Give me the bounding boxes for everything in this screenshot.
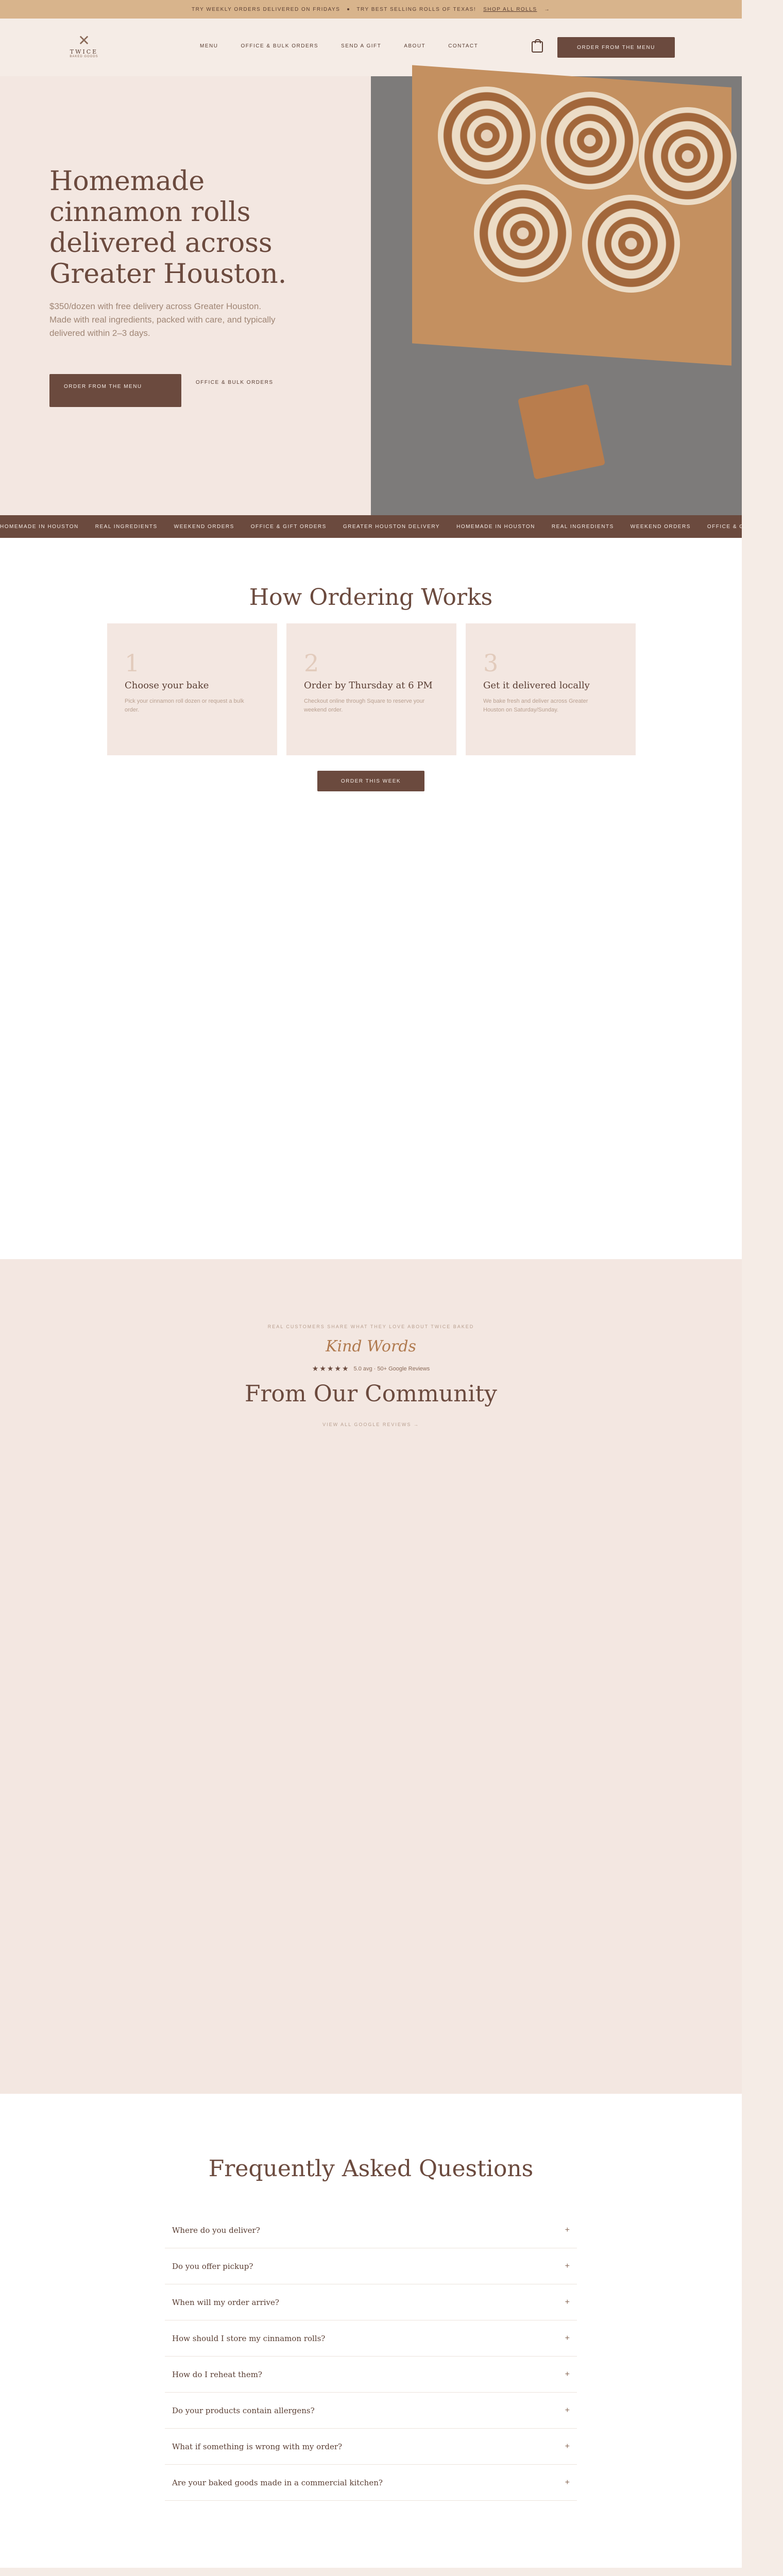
link-label: VIEW ALL GOOGLE REVIEWS xyxy=(322,1422,412,1427)
step-title: Get it delivered locally xyxy=(483,680,590,691)
arrow-right-icon: → xyxy=(413,1422,419,1427)
marquee-strip xyxy=(0,515,783,538)
faq-question: Do you offer pickup? xyxy=(172,2261,253,2271)
faq-item[interactable] xyxy=(165,2465,577,2501)
gift-tag xyxy=(518,384,605,480)
step-number: 1 xyxy=(125,649,140,677)
marquee-item: OFFICE & GIFT ORDERS xyxy=(707,523,783,530)
nav-item-menu[interactable]: MENU xyxy=(200,43,218,49)
faq-question: Are your baked goods made in a commercial kitchen? xyxy=(172,2478,383,2487)
marquee-item: OFFICE & GIFT ORDERS xyxy=(250,523,327,530)
faq-item[interactable] xyxy=(165,2212,577,2248)
step-description: We bake fresh and deliver across Greater Houston on Saturday/Sunday. xyxy=(483,698,588,713)
cinnamon-roll xyxy=(474,184,572,282)
site-header xyxy=(0,19,742,76)
hero-subtitle: $350/dozen with free delivery across Greater Houston. Made with real ingredients, packed with care, and typically delivered within 2–3 days. xyxy=(49,301,276,338)
marquee-item: HOMEMADE IN HOUSTON xyxy=(456,523,535,530)
arrow-right-icon: → xyxy=(544,6,551,12)
announcement-bar xyxy=(0,0,742,19)
plus-icon: + xyxy=(565,2297,570,2307)
section-title: From Our Community xyxy=(244,1381,498,1407)
plus-icon: + xyxy=(565,2442,570,2451)
how-ordering-works-section xyxy=(0,538,742,1259)
hero-text-panel xyxy=(0,76,371,515)
whisk-logo-icon: ✕ xyxy=(78,32,90,48)
announcement-text: TRY WEEKLY ORDERS DELIVERED ON FRIDAYS xyxy=(191,6,341,12)
faq-item[interactable] xyxy=(165,2429,577,2465)
marquee-item: REAL INGREDIENTS xyxy=(551,523,614,530)
cinnamon-roll xyxy=(541,92,639,190)
hero-order-button[interactable]: ORDER FROM THE MENU xyxy=(49,374,181,407)
view-all-reviews-link[interactable] xyxy=(0,1422,742,1427)
marquee-item: HOMEMADE IN HOUSTON xyxy=(0,523,79,530)
logo[interactable] xyxy=(66,33,102,63)
faq-question: How do I reheat them? xyxy=(172,2369,262,2379)
order-this-week-button[interactable]: ORDER THIS WEEK xyxy=(317,771,424,791)
quote-section xyxy=(0,2568,742,2576)
announcement-link[interactable]: SHOP ALL ROLLS xyxy=(483,6,537,12)
step-number: 2 xyxy=(304,649,319,677)
step-title: Choose your bake xyxy=(125,680,209,691)
nav-item-about[interactable]: ABOUT xyxy=(404,43,426,49)
reviews-eyebrow: REAL CUSTOMERS SHARE WHAT THEY LOVE ABOUT TWICE BAKED xyxy=(267,1324,474,1329)
faq-question: Where do you deliver? xyxy=(172,2225,260,2235)
star-rating-icon: ★★★★★ xyxy=(312,1364,350,1372)
cinnamon-roll xyxy=(438,87,536,184)
rating-summary xyxy=(0,1364,742,1373)
nav-item-office-bulk[interactable]: OFFICE & BULK ORDERS xyxy=(241,43,319,49)
plus-icon: + xyxy=(565,2225,570,2234)
rating-text: 5.0 avg · 50+ Google Reviews xyxy=(353,1365,430,1372)
nav-item-send-gift[interactable]: SEND A GIFT xyxy=(341,43,382,49)
faq-question: What if something is wrong with my order? xyxy=(172,2442,343,2451)
section-title: Frequently Asked Questions xyxy=(208,2156,534,2182)
step-description: Checkout online through Square to reserve your weekend order. xyxy=(304,698,425,713)
nav-item-contact[interactable]: CONTACT xyxy=(448,43,479,49)
step-card xyxy=(466,623,636,755)
plus-icon: + xyxy=(565,2405,570,2415)
logo-subtitle: BAKED GOODS xyxy=(70,55,98,58)
main-nav xyxy=(200,43,478,49)
faq-item[interactable] xyxy=(165,2393,577,2429)
step-card xyxy=(107,623,277,755)
marquee-item: GREATER HOUSTON DELIVERY xyxy=(343,523,440,530)
logo-wordmark: TWICE xyxy=(70,48,98,55)
faq-question: When will my order arrive? xyxy=(172,2297,279,2307)
hero-title: Homemade cinnamon rolls delivered across Greater Houston. xyxy=(49,166,287,290)
marquee-item: WEEKEND ORDERS xyxy=(174,523,234,530)
reviews-script-heading: Kind Words xyxy=(326,1337,416,1355)
order-menu-button[interactable]: ORDER FROM THE MENU xyxy=(557,37,675,58)
faq-item[interactable] xyxy=(165,2357,577,2393)
faq-item[interactable] xyxy=(165,2284,577,2320)
marquee-item: REAL INGREDIENTS xyxy=(95,523,158,530)
cinnamon-roll xyxy=(639,107,737,205)
bullet-icon xyxy=(347,8,349,10)
plus-icon: + xyxy=(565,2261,570,2270)
plus-icon: + xyxy=(565,2333,570,2343)
hero-section xyxy=(0,76,742,515)
faq-item[interactable] xyxy=(165,2320,577,2357)
faq-question: Do your products contain allergens? xyxy=(172,2405,315,2415)
step-card xyxy=(286,623,456,755)
plus-icon: + xyxy=(565,2369,570,2379)
faq-item[interactable] xyxy=(165,2248,577,2284)
step-title: Order by Thursday at 6 PM xyxy=(304,680,433,691)
step-number: 3 xyxy=(483,649,499,677)
cart-icon[interactable] xyxy=(532,41,543,53)
faq-list xyxy=(165,2212,577,2501)
step-description: Pick your cinnamon roll dozen or request a bulk order. xyxy=(125,698,244,713)
hero-bulk-link[interactable]: OFFICE & BULK ORDERS xyxy=(196,380,274,385)
announcement-text: TRY BEST SELLING ROLLS OF TEXAS! xyxy=(356,6,476,12)
faq-question: How should I store my cinnamon rolls? xyxy=(172,2333,326,2343)
plus-icon: + xyxy=(565,2478,570,2487)
marquee-item: WEEKEND ORDERS xyxy=(630,523,691,530)
cinnamon-roll xyxy=(582,195,680,293)
cinnamon-rolls-photo xyxy=(371,76,742,515)
section-title: How Ordering Works xyxy=(249,584,493,611)
faq-section xyxy=(0,2094,742,2568)
reviews-section xyxy=(0,1259,742,2094)
